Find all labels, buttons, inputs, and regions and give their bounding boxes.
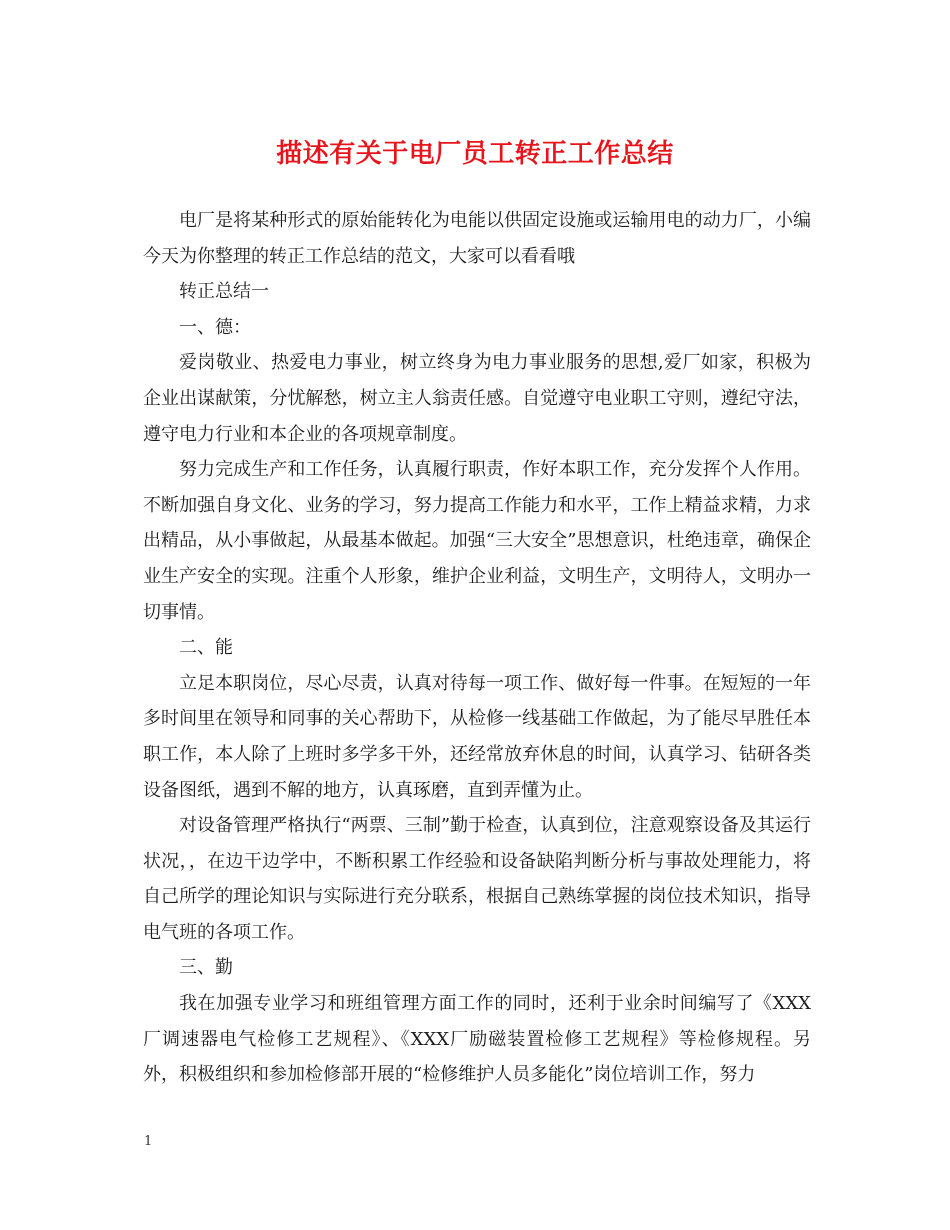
paragraph-ability-1: 立足本职岗位，尽心尽责，认真对待每一项工作、做好每一件事。在短短的一年多时间里在领导和同事的关心帮助下，从检修一线基础工作做起，为了能尽早胜任本职工作，本人除了上班时多学多干外，还经常放弃休息的时间，认真学习、钻研各类设备图纸，遇到不解的地方，认真琢磨，直到弄懂为止。	[143, 672, 811, 801]
paragraph-intro: 电厂是将某种形式的原始能转化为电能以供固定设施或运输用电的动力厂，小编今天为你整理的转正工作总结的范文，大家可以看看哦	[143, 210, 811, 267]
paragraph-ability-2: 对设备管理严格执行“两票、三制”勤于检查，认真到位，注意观察设备及其运行状况，，在边干边学中，不断积累工作经验和设备缺陷判断分析与事故处理能力，将自己所学的理论知识与实际进行充分联系，根据自己熟练掌握的岗位技术知识，指导电气班的各项工作。	[143, 815, 811, 943]
page-number: 1	[144, 1134, 153, 1149]
paragraph-virtue-2: 努力完成生产和工作任务，认真履行职责，作好本职工作，充分发挥个人作用。不断加强自身文化、业务的学习，努力提高工作能力和水平，工作上精益求精，力求出精品，从小事做起，从最基本做起。加强“三大安全”思想意识，杜绝违章，确保企业生产安全的实现。注重个人形象，维护企业利益，文明生产，文明待人，文明办一切事情。	[143, 459, 811, 623]
document-title: 描述有关于电厂员工转正工作总结	[276, 139, 674, 169]
section-heading-diligence: 三、勤	[179, 957, 233, 979]
section-heading-ability: 二、能	[179, 637, 233, 659]
section-heading-summary-one: 转正总结一	[179, 281, 269, 303]
paragraph-diligence-1: 我在加强专业学习和班组管理方面工作的同时，还利于业余时间编写了《XXX厂调速器电气检修工艺规程》、《XXX厂励磁装置检修工艺规程》等检修规程。另外，积极组织和参加检修部开展的“检修维护人员多能化”岗位培训工作，努力	[143, 993, 811, 1086]
section-heading-virtue: 一、德：	[179, 316, 251, 338]
document-body	[143, 203, 811, 1093]
paragraph-virtue-1: 爱岗敬业、热爱电力事业，树立终身为电力事业服务的思想,爱厂如家，积极为企业出谋献策，分忧解愁，树立主人翁责任感。自觉遵守电业职工守则，遵纪守法，遵守电力行业和本企业的各项规章制度。	[143, 352, 811, 445]
